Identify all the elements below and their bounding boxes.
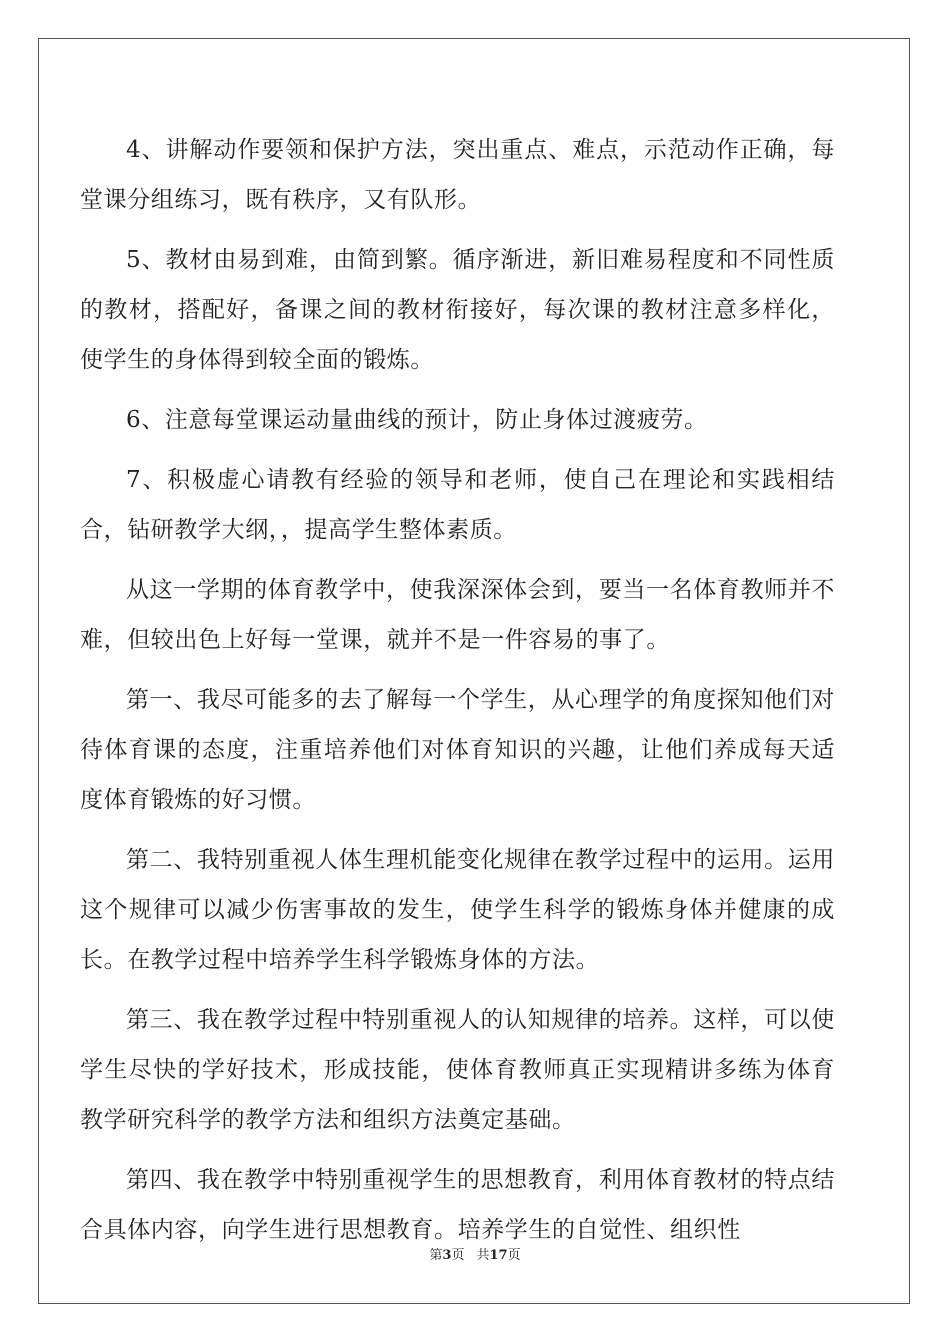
paragraph-6-exercise-load: 6、注意每堂课运动量曲线的预计，防止身体过渡疲劳。 [126, 407, 708, 433]
paragraph-first: 第一、我尽可能多的去了解每一个学生，从心理学的角度探知他们对待体育课的态度，注重培养他们对体育知识的兴趣，让他们养成每天适度体育锻炼的好习惯。 [80, 687, 835, 813]
paragraph-7-consult: 7、积极虚心请教有经验的领导和老师，使自己在理论和实践相结合，钻研教学大纲，，提高学生整体素质。 [80, 467, 835, 543]
current-page-number: 3 [442, 1248, 452, 1263]
paragraph-4-explain-actions: 4、讲解动作要领和保护方法，突出重点、难点，示范动作正确，每堂课分组练习，既有秩序，又有队形。 [80, 137, 835, 213]
paragraph-second: 第二、我特别重视人体生理机能变化规律在教学过程中的运用。运用这个规律可以减少伤害事故的发生，使学生科学的锻炼身体并健康的成长。在教学过程中培养学生科学锻炼身体的方法。 [80, 847, 835, 973]
total-pages-prefix: 共 [476, 1248, 490, 1263]
paragraph-reflection: 从这一学期的体育教学中，使我深深体会到，要当一名体育教师并不难，但较出色上好每一堂课，就并不是一件容易的事了。 [80, 577, 835, 653]
total-pages-suffix: 页 [507, 1248, 521, 1263]
page-number-prefix: 第 [429, 1248, 443, 1263]
document-body [80, 125, 835, 1265]
paragraph-third: 第三、我在教学过程中特别重视人的认知规律的培养。这样，可以使学生尽快的学好技术，形成技能，使体育教师真正实现精讲多练为体育教学研究科学的教学方法和组织方法奠定基础。 [80, 1007, 835, 1133]
paragraph-5-materials: 5、教材由易到难，由简到繁。循序渐进，新旧难易程度和不同性质的教材，搭配好，备课之间的教材衔接好，每次课的教材注意多样化，使学生的身体得到较全面的锻炼。 [80, 247, 835, 373]
page-number-suffix: 页 [451, 1248, 465, 1263]
page-footer [0, 1244, 950, 1263]
paragraph-fourth: 第四、我在教学中特别重视学生的思想教育，利用体育教材的特点结合具体内容，向学生进行思想教育。培养学生的自觉性、组织性 [80, 1167, 835, 1243]
total-pages-number: 17 [489, 1248, 508, 1263]
